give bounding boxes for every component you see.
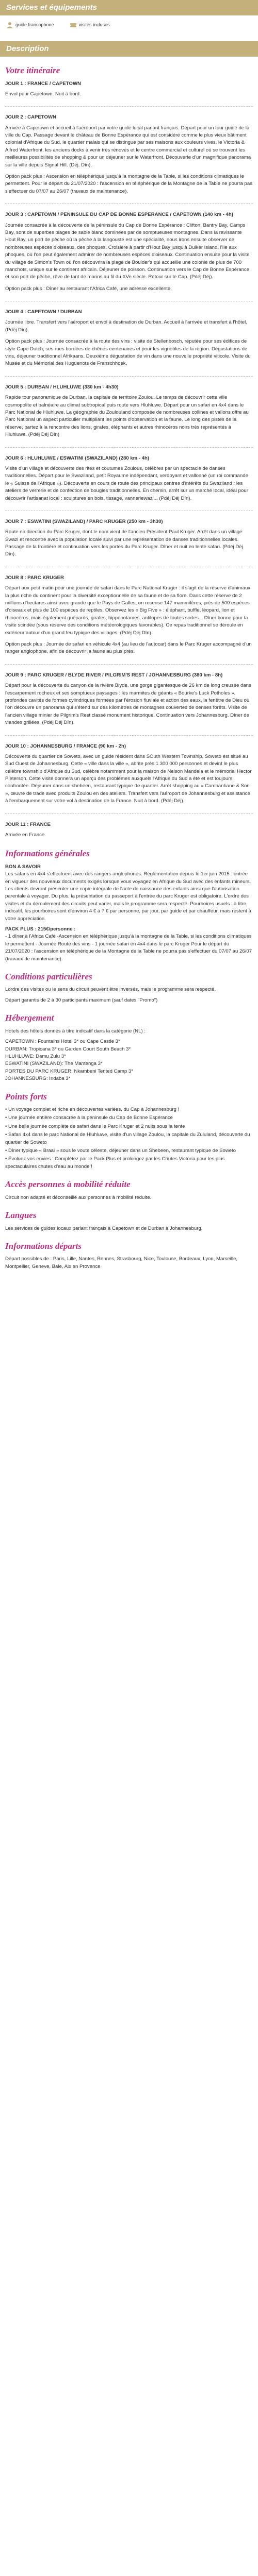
- langues-heading: Langues: [5, 1210, 37, 1221]
- info-heading: Informations générales: [5, 849, 90, 859]
- guide-icon: [6, 22, 13, 29]
- day-title: JOUR 4 : CAPETOWN / DURBAN: [5, 309, 82, 315]
- itinerary-day: [5, 384, 253, 439]
- hebergement-heading: Hébergement: [5, 1013, 54, 1023]
- itinerary-day: [5, 309, 253, 368]
- day-paragraph: Route en direction du Parc Kruger, dont le nom vient de l'ancien Président Paul Kruger. Arrêt dans un village Swazi et rencontre avec la population locale suivi par une représentation de danses traditionnelles locales. Passage de la frontière et continuation vers les portes du Parc Kruger. Dîner et nuit en lente safari. (Pdéj Déj Dîn).: [5, 529, 243, 557]
- day-title: JOUR 5 : DURBAN / HLUHLUWE (330 km - 4h30): [5, 384, 119, 390]
- points-forts-heading: Points forts: [5, 1091, 47, 1101]
- itinerary-day: [5, 743, 253, 805]
- itinerary-day: [5, 821, 253, 839]
- itinerary-day: [5, 518, 253, 558]
- itinerary-heading: Votre itinéraire: [5, 65, 60, 75]
- info-block: [5, 863, 253, 963]
- point-fort-item: • Une belle journée complète de safari dans le Parc Kruger et 2 nuits sous la tente: [5, 1123, 185, 1129]
- day-paragraph: Visite d'un village et découverte des rites et coutumes Zoulous, célèbres par un spectacle de danses traditionnelles. Départ pour le Swaziland, petit Royaume indépendant, verdoyant et vallonné (un roi commande le « Suisse de l'Afrique »). Découverte en cours de route des principaux centres d'intérêts du Swaziland : les ateliers de verrerie et de confection de bougies traditionnelles. En chemin, arrêt sur un marché local, idéal pour découvrir l'artisanat local : sculptures en bois, tissage, vanneriewazi... (Pdéj Déj Dîn).: [5, 465, 248, 501]
- divider: [5, 106, 253, 107]
- hotel-list: [5, 1038, 253, 1082]
- day-paragraph: Option pack plus : Journée de safari en véhicule 4x4 (au lieu de l'autocar) dans le Parc Kruger accompagné d'un ranger anglophone, afin de découvrir la faune au plus près.: [5, 641, 252, 655]
- itinerary-day: [5, 80, 253, 98]
- day-title: JOUR 11 : FRANCE: [5, 821, 51, 827]
- service-guide: guide francophone: [6, 22, 54, 29]
- services-list: [0, 15, 258, 34]
- itinerary-day: [5, 455, 253, 502]
- itinerary-day: [5, 114, 253, 195]
- hotel-line: PORTES DU PARC KRUGER: Nkambeni Tented Camp 3*: [5, 1068, 133, 1074]
- day-paragraph: Option pack plus : Journée consacrée à la route des vins : visite de Stellenbosch, réputée pour ses édifices de style Cape Dutch, ses rues bordées de chênes centenaires et pour les vignobles de la région. Dégustations de vins, déjeuner traditionnel Afrikaans. Deuxième dégustation de vin dans une nouvelle propriété viticole. Visite du Musée et du Mémorial des Huguenots de Franschhoek.: [5, 338, 251, 367]
- hotel-line: DURBAN: Tropicana 3* ou Garden Court South Beach 3*: [5, 1046, 131, 1052]
- divider: [5, 664, 253, 665]
- point-fort-item: • Un voyage complet et riche en découvertes variées, du Cap à Johannesburg !: [5, 1107, 180, 1112]
- point-fort-item: • Safari 4x4 dans le parc National de Hluhluwe, visite d'un village Zoulou, la capitale du Zululand, découverte du quartier de Soweto: [5, 1132, 250, 1145]
- divider: [5, 735, 253, 736]
- divider: [5, 447, 253, 448]
- conditions-heading: Conditions particulières: [5, 971, 92, 981]
- point-fort-item: • Une journée entière consacrée à la péninsule du Cap de Bonne Espérance: [5, 1115, 173, 1121]
- langues-text: Les services de guides locaux parlant français à Capetown et de Durban à Johannesburg.: [5, 1225, 203, 1231]
- service-visits: visites incluses: [70, 22, 110, 29]
- itinerary-day: [5, 211, 253, 293]
- conditions-paragraph: Départ garantis de 2 à 30 participants maximum (sauf dates "Promo"): [5, 997, 158, 1003]
- hebergement-block: [5, 1028, 253, 1083]
- day-paragraph: Arrivée à Capetown et accueil à l'aéroport par votre guide local parlant français. Départ pour un tour guidé de la ville du Cap. Passage devant le château de Bonne Espérance qui est considéré comme le plus vieux bâtiment colonial d'Afrique du Sud, le quartier malais qui se distingue par ses maisons aux couleurs vives, le Victoria & Alfred Waterfront, les anciens docks à venir très rénovés et le centre commercial et culturel où se trouvent les meilleures possibilités de shopping & pour un déjeuner sur le Waterfront. Découverte d'un magnifique panorama sur la ville depuis Signal Hill. (Déj. Dîn).: [5, 125, 251, 168]
- main-content: [0, 64, 258, 1291]
- info-paragraph: BON A SAVOIR Les safaris en 4x4 s'effectuent avec des rangers anglophones. Réglementation depuis le 1er juin 2015 : entrée en vigueur des nouveaux documents exigés lorsque vous voyagez en Afrique du Sud avec des enfants mineurs. Les clients devront présenter une copie intégrale de l'acte de naissance des enfants ainsi que l'autorisation parentale à voyager. Du plus, la présentation du passeport à l'entrée du parc Kruger est obligatoire. L'ordre des visites et du déroulement des circuits peut varier, mais le programme sera respecté. Pourboires usuels : à titre indicatif, les pourboires sont d'environ 4 € à 7 € par personne, par jour, par guide et par chauffeur, mais restent à votre appréciation.: [5, 863, 251, 922]
- points-forts-list: [5, 1106, 253, 1171]
- day-title: JOUR 8 : PARC KRUGER: [5, 574, 64, 581]
- day-paragraph: Option pack plus : Ascension en téléphérique jusqu'à la montagne de la Table, si les conditions climatiques le permettent. Pour le départ du 21/07/2020 : l'ascension en téléphérique de la Montagne de la Table ne pourra pas s'effectuer du 07/07 au 26/07 (travaux de maintenance).: [5, 174, 253, 194]
- day-title: JOUR 6 : HLUHLUWE / ESWATINI (SWAZILAND) (280 km - 4h): [5, 455, 150, 461]
- conditions-block: [5, 986, 253, 1004]
- day-paragraph: Journée libre. Transfert vers l'aéroport et envol à destination de Durban. Accueil à l'arrivée et transfert à l'hôtel. (Pdéj Dîn).: [5, 319, 247, 333]
- departs-heading: Informations départs: [5, 1241, 82, 1251]
- itinerary-day: [5, 672, 253, 727]
- point-fort-item: • Dîner typique « Braai » sous le voute céleste, déjeuner dans un Shebeen, restaurant typique de Soweto: [5, 1147, 236, 1154]
- hotel-line: HLUHLUWE: Damu Zulu 3*: [5, 1053, 66, 1059]
- day-paragraph: Découverte du quartier de Soweto, avec un guide résident dans SOuth Western Township, Soweto est situé au Sud Ouest de Johannesburg. Cette « ville dans la ville », abrite près 1 300 000 personnes et devint le plus célèbre township d'Afrique du Sud, célèbre notamment pour la maison de Nelson Mandela et le mémorial Hector Pieterson. Cette visite donnera un aperçu des problèmes auxquels l'Afrique du Sud a été et est toujours confrontée. Déjeuner dans un shebeen, restaurant typique de quartier. Arrêt shopping au « Cambanbane & Son », œuvre de trade avec produits Zoulou en des ateliers. Transfert vers l'aéroport de Johannesburg et assistance à l'embarquement sur votre vol à destination de la France. Nuit à bord. (Pdéj Déj).: [5, 753, 252, 804]
- day-paragraph: Option pack plus : Dîner au restaurant l'Africa Café, une adresse excellente.: [5, 285, 172, 292]
- conditions-paragraph: Lordre des visites ou le sens du circuit peuvent être inversés, mais le programme sera respecté.: [5, 987, 216, 993]
- ticket-icon: [70, 22, 77, 29]
- description-bar: Description: [0, 41, 258, 57]
- day-paragraph: Journée consacrée à la découverte de la péninsule du Cap de Bonne Espérance : Clifton, Bantry Bay, Camps Bay, sont de superbes plages de sable blanc dominées par de somptueuses montagnes. Dans la ravissante Hout Bay, un port de pêche où la pêche à la langouste est une spécialité, nous irons ensuite observer de nombreuses espèces d'oiseaux, des phoques. Croisière à partir d'Hout Bay jusqu'à Duiker Island, l'île aux phoques, où l'on peut également admirer de nombreuses espèces d'oiseaux. Continuation ensuite pour la visite du village de Simon's Town où l'on découvrira la plage de Boulder's qui accueille une colonie de plus de 700 manchots, unique sur le continent africain. Déjeuner de poisson. Continuation vers le Cap de Bonne Espérance et son port de pêche, rêve de tant de marins au fil du XVe siècle. Retour sur le Cap. (Pdéj Déj).: [5, 222, 250, 280]
- day-title: JOUR 2 : CAPETOWN: [5, 114, 56, 121]
- day-title: JOUR 9 : PARC KRUGER / BLYDE RIVER / PILGRIM'S REST / JOHANNESBURG (380 km - 8h): [5, 672, 223, 678]
- departs-text: Départ possibles de : Paris, Lille, Nantes, Rennes, Strasbourg, Nice, Toulouse, Bordeaux, Lyon, Marseille, Montpellier, Geneve, Bale, Aix en Provence: [5, 1256, 238, 1269]
- hotel-line: CAPETOWN : Fountains Hotel 3* ou Cape Castle 3*: [5, 1039, 120, 1045]
- services-bar: Services et équipements: [0, 0, 258, 15]
- day-title: JOUR 10 : JOHANNESBURG / FRANCE (90 km - 2h): [5, 743, 126, 749]
- day-title: JOUR 7 : ESWATINI (SWAZILAND) / PARC KRUGER (250 km - 3h30): [5, 518, 163, 524]
- info-paragraph: PACK PLUS : 215€/personne : - 1 dîner à l'Africa Café -Ascension en téléphérique jusqu'à la montagne de la Table, si les conditions climatiques le permettent - Journée Route des vins - 1 journée safari en 4x4 dans le parc Kruger Pour le départ du 21/07/2020 : l'ascension en téléphérique de la Montagne de la Table ne pourra pas s'effectuer du 07/07 au 26/07 (travaux de maintenance).: [5, 926, 252, 962]
- acces-text: Circuit non adapté et déconseillé aux personnes à mobilité réduite.: [5, 1194, 152, 1200]
- day-paragraph: Rapide tour panoramique de Durban, la capitale de territoire Zoulou. Le temps de découvrir cette ville cosmopolite et balnéaire au climat subtropical puis route vers Hluhluwe. Départ pour un safari en 4x4 dans le Parc National de Hluhluwe. La géographie du Zoulouland composée de nombreuses collines et vallons offre au Parc National un aspect particulier multipliant les points d'observation et la faune. Le long des pistes de la réserve, partez à la rencontre des lions, girafes, éléphants et autres rhinocéros noirs très représentés à Hluhluwe. (Pdéj Déj Dîn): [5, 395, 249, 438]
- hebergement-intro: Hotels des hôtels donnés à titre indicatif dans la catégorie (NL) :: [5, 1028, 146, 1034]
- divider: [5, 376, 253, 377]
- day-paragraph: Départ aux petit matin pour une journée de safari dans le Parc National Kruger : il s'agit de la réserve d'animaux la plus riche du continent pour la diversité exceptionnelle de sa faune et de sa flore. Dans cette réserve de 2 millions d'hectares ainsi avec grande que le Pays de Galles, on recense 147 mammifères, près de 500 espèces d'oiseaux et plus de 100 espèces de reptiles. Observez les « Big Five » : éléphant, buffle, léopard, lion et rhinocéros, mais également guépards, girafes, hippopotames, antilopes de toutes sortes... Dîner bonne pour la visite scindée (sous réserve des conditions météorologiques favorables). Ce repas traditionnel se déroule en extérieur autour d'un grand feu typique des villages. (Pdéj Déj Dîn).: [5, 585, 251, 636]
- acces-heading: Accès personnes à mobilité réduite: [5, 1179, 131, 1190]
- day-paragraph: Arrivée en France.: [5, 832, 46, 838]
- hotel-line: JOHANNESBURG: Indaba 3*: [5, 1076, 71, 1082]
- itinerary-days: [5, 80, 253, 839]
- day-title: JOUR 1 : FRANCE / CAPETOWN: [5, 80, 81, 87]
- day-paragraph: Envol pour Capetown. Nuit à bord.: [5, 91, 81, 97]
- day-paragraph: Départ pour la découverte du canyon de la rivière Blyde, une gorge gigantesque de 26 km de long creusée dans l'escarpement rocheux et ses somptueux paysages : les marmites de géants « Bourke's Luck Potholes », profondes cavités de formes cylindriques formées par l'érosion fluviale et action des eaux, la fenêtre de Dieu où l'on découvre un panorama qui s'étend sur des kilomètres de montagnes couvertes de denses forêts. Visite de l'ancien village minier de Pilgrim's Rest classé monument historique. Continuation vers Johannesburg. Dîner de viandes grillées. (Pdéj Déj Dîn).: [5, 683, 251, 726]
- day-title: JOUR 3 : CAPETOWN / PENINSULE DU CAP DE BONNE ESPERANCE / CAPETOWN (140 km - 4h): [5, 212, 233, 218]
- point-fort-item: • Évoluez vos envies : Complétez par le Pack Plus et prolongez par les Chutes Victoria pour les plus spectaculaires chutes d'eau au monde !: [5, 1156, 225, 1170]
- itinerary-day: [5, 574, 253, 656]
- hotel-line: ESWATINI (SWAZILAND): The Mantenga 3*: [5, 1061, 103, 1067]
